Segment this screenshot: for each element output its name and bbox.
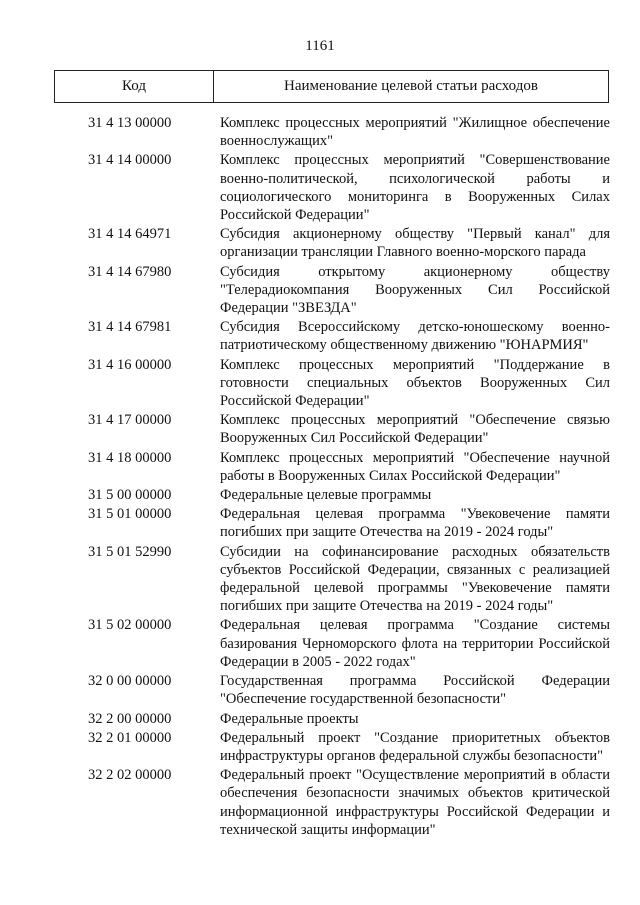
row-name: Федеральная целевая программа "Создание системы базирования Черноморского флота на территории Российской Федерации в 2005 - 2022 годах" [220, 617, 610, 670]
row-name: Субсидия Всероссийскому детско-юношескому военно-патриотическому общественному движению "ЮНАРМИЯ" [220, 319, 610, 354]
table-header [54, 70, 609, 103]
table-row [0, 263, 640, 318]
row-code: 31 5 01 00000 [88, 506, 172, 523]
table-body [0, 114, 640, 840]
row-name: Комплекс процессных мероприятий "Обеспечение научной работы в Вооруженных Силах Российской Федерации" [220, 449, 610, 484]
table-row [0, 114, 640, 150]
header-code-column: Код [55, 71, 214, 102]
row-name: Комплекс процессных мероприятий "Жилищное обеспечение военнослужащих" [220, 115, 610, 150]
row-name: Субсидия открытому акционерному обществу "Телерадиокомпания Вооруженных Сил Российской Федерации "ЗВЕЗДА" [220, 263, 610, 317]
row-code: 32 2 00 00000 [88, 710, 172, 727]
row-name: Федеральные целевые программы [220, 487, 432, 504]
table-row [0, 318, 640, 354]
table-row [0, 543, 640, 616]
table-row [0, 486, 640, 504]
row-code: 31 5 01 52990 [88, 543, 172, 560]
row-code: 31 4 14 00000 [88, 152, 172, 169]
row-name: Субсидии на софинансирование расходных обязательств субъектов Российской Федерации, связанных с реализацией федеральной целевой программы "Увековечение памяти погибших при защите Отечества на 2019 - 2024 годы" [220, 543, 610, 615]
row-code: 31 5 02 00000 [88, 617, 172, 634]
table-row [0, 505, 640, 541]
row-code: 31 4 14 67980 [88, 263, 172, 280]
table-row [0, 151, 640, 224]
row-code: 31 4 14 67981 [88, 319, 172, 336]
row-name: Федеральная целевая программа "Увековечение памяти погибших при защите Отечества на 2019 - 2024 годы" [220, 506, 610, 541]
row-code: 31 4 18 00000 [88, 449, 172, 466]
row-name: Федеральный проект "Осуществление мероприятий в области обеспечения безопасности значимых объектов критической информационной инфраструктуры Российской Федерации и технической защиты информации" [220, 767, 610, 838]
table-row [0, 411, 640, 447]
row-name: Комплекс процессных мероприятий "Поддержание в готовности специальных объектов Вооруженных Сил Российской Федерации" [220, 356, 610, 410]
row-name: Государственная программа Российской Федерации "Обеспечение государственной безопасности" [220, 673, 610, 708]
header-name-column: Наименование целевой статьи расходов [284, 78, 538, 94]
row-code: 32 0 00 00000 [88, 673, 172, 690]
table-row [0, 225, 640, 261]
row-code: 31 4 17 00000 [88, 412, 172, 429]
table-row [0, 729, 640, 765]
row-name: Федеральные проекты [220, 710, 359, 727]
row-name: Субсидия акционерному обществу "Первый канал" для организации трансляции Главного военно-морского парада [220, 226, 610, 261]
row-name: Комплекс процессных мероприятий "Совершенствование военно-политической, психологической работы и социологического мониторинга в Вооруженных Силах Российской Федерации" [220, 152, 610, 224]
table-row [0, 616, 640, 671]
table-row [0, 449, 640, 485]
row-code: 31 4 16 00000 [88, 356, 172, 373]
table-row [0, 710, 640, 728]
row-code: 32 2 01 00000 [88, 729, 172, 746]
row-name: Комплекс процессных мероприятий "Обеспечение связью Вооруженных Сил Российской Федерации" [220, 412, 610, 447]
row-code: 32 2 02 00000 [88, 767, 172, 784]
row-code: 31 4 14 64971 [88, 226, 172, 243]
row-name: Федеральный проект "Создание приоритетных объектов инфраструктуры органов федеральной службы безопасности" [220, 729, 610, 764]
row-code: 31 4 13 00000 [88, 115, 172, 131]
row-code: 31 5 00 00000 [88, 487, 172, 504]
table-row [0, 766, 640, 839]
table-row [0, 356, 640, 411]
table-row [0, 672, 640, 708]
page-number: 1161 [305, 38, 335, 54]
